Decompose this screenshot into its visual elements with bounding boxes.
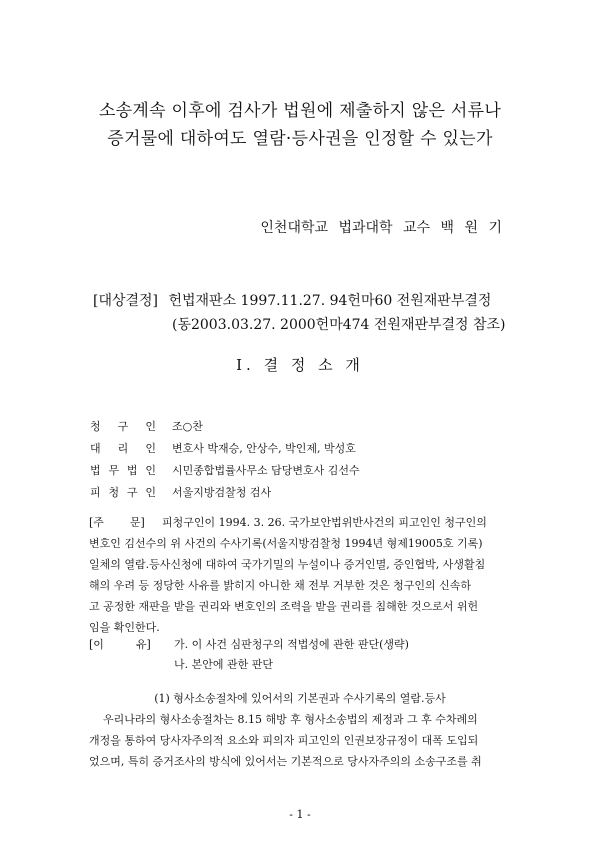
main-line: 임을 확인한다.: [89, 621, 160, 634]
reason-item: 가. 이 사건 심판청구의 적법성에 관한 판단(생략): [174, 638, 409, 651]
main-line: 피청구인이 1994. 3. 26. 국가보안법위반사건의 피고인인 청구인의: [162, 516, 487, 529]
party-label: 청 구 인: [90, 420, 156, 433]
party-value: 시민종합법률사무소 담당변호사 김선수: [172, 464, 360, 477]
party-row: [90, 484, 271, 500]
main-label: [89, 514, 145, 530]
target-decision: [93, 290, 491, 310]
page-number: - 1 -: [289, 808, 311, 821]
target-decision-label: [대상결정]: [93, 293, 159, 309]
main-line: 고 공정한 재판을 받을 권리와 변호인의 조력을 받을 권리를 침해한 것으로서 위헌: [89, 600, 479, 613]
title-line-2: 증거물에 대하여도 열람·등사권을 인정할 수 있는가: [107, 129, 493, 149]
body-line: 우리나라의 형사소송절차는 8.15 해방 후 형사소송법의 제정과 그 후 수차례의: [103, 713, 478, 726]
party-value: 서울지방검찰청 검사: [172, 486, 272, 499]
section-title: Ⅰ. 결 정 소 개: [236, 356, 364, 374]
party-value: 변호사 박재승, 안상수, 박인제, 박성호: [172, 442, 356, 455]
party-row: [90, 418, 203, 434]
body-line: 었으며, 특히 증거조사의 방식에 있어서는 기본적으로 당사자주의의 소송구조를 취: [89, 755, 482, 768]
target-decision-text: 헌법재판소 1997.11.27. 94헌마60 전원재판부결정: [168, 293, 492, 309]
main-label-close: 문]: [129, 516, 145, 529]
body-line: 개정을 통하여 당사자주의적 요소와 피의자 피고인의 인권보장규정이 대폭 도입되: [89, 734, 479, 747]
party-label: 법 무 법 인: [90, 464, 156, 477]
main-label-open: [주: [89, 516, 104, 529]
reasons-label-open: [이: [89, 638, 104, 651]
main-line: 일체의 열람.등사신청에 대하여 국가기밀의 누설이나 증거인멸, 증인협박, 사생활침: [89, 558, 486, 571]
main-line: 변호인 김선수의 위 사건의 수사기록(서울지방검찰청 1994년 형제19005호 기록): [89, 537, 483, 550]
party-label: 피 청 구 인: [90, 486, 156, 499]
reason-item: 나. 본안에 관한 판단: [174, 658, 273, 671]
title-line-1: 소송계속 이후에 검사가 법원에 제출하지 않은 서류나: [98, 101, 502, 121]
party-row: [90, 440, 356, 456]
reasons-label: [89, 636, 151, 652]
party-row: [90, 462, 360, 478]
party-value: 조○찬: [172, 420, 203, 433]
main-line: 해의 우려 등 정당한 사유를 밝히지 아니한 채 전부 거부한 것은 청구인의 신속하: [89, 579, 471, 592]
reference-decision: (동2003.03.27. 2000헌마474 전원재판부결정 참조): [172, 317, 506, 333]
party-label: 대 리 인: [90, 442, 156, 455]
subsection-title: (1) 형사소송절차에 있어서의 기본권과 수사기록의 열람.등사: [154, 692, 446, 705]
reasons-label-close: 유]: [135, 638, 151, 651]
author-affiliation: 인천대학교 법과대학 교수 백 원 기: [260, 220, 502, 236]
